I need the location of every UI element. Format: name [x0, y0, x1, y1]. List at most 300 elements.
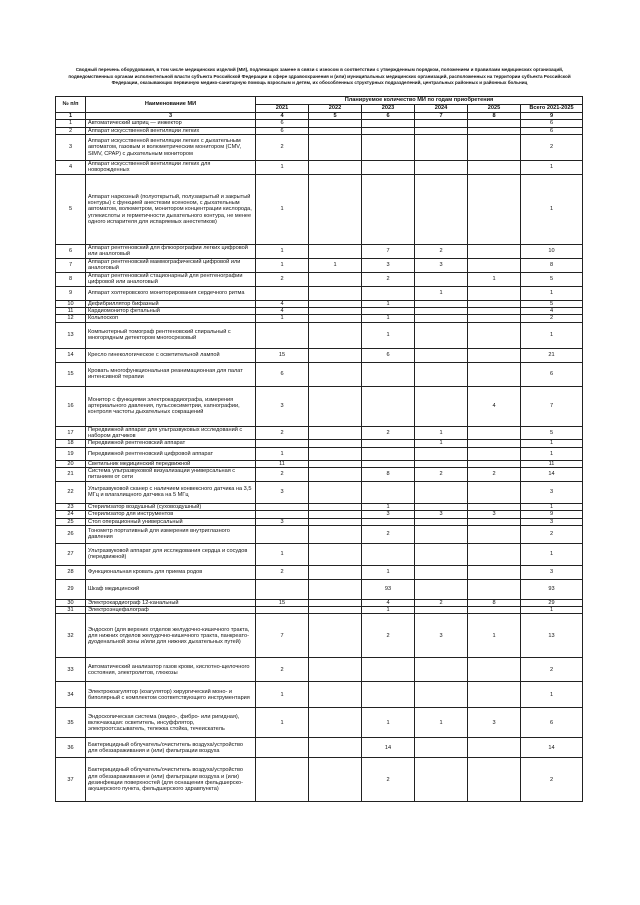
quantity-2021 [256, 758, 309, 802]
table-row [56, 511, 583, 518]
row-number: 21 [56, 467, 86, 481]
quantity-2024 [415, 525, 468, 543]
quantity-total: 14 [521, 738, 583, 758]
table-row [56, 607, 583, 614]
quantity-2025: 1 [468, 272, 521, 286]
quantity-2025 [468, 244, 521, 258]
quantity-2025: 3 [468, 708, 521, 738]
quantity-2021 [256, 579, 309, 599]
row-number: 15 [56, 362, 86, 386]
row-number: 6 [56, 244, 86, 258]
quantity-2021 [256, 322, 309, 348]
quantity-2021: 2 [256, 426, 309, 440]
quantity-2024 [415, 447, 468, 460]
quantity-2024: 1 [415, 426, 468, 440]
header-year-2024: 2024 [415, 105, 468, 113]
quantity-2023 [362, 447, 415, 460]
table-row [56, 348, 583, 362]
quantity-2023 [362, 160, 415, 174]
row-number: 17 [56, 426, 86, 440]
quantity-2022 [309, 300, 362, 307]
quantity-2024: 2 [415, 467, 468, 481]
table-row [56, 518, 583, 525]
table-row [56, 286, 583, 300]
table-row [56, 481, 583, 503]
col-number-8: 9 [521, 113, 583, 120]
table-row [56, 447, 583, 460]
device-name: Кровать многофункциональная реанимационная для палат интенсивной терапии [86, 362, 256, 386]
device-name: Кресло гинекологическое с осветительной лампой [86, 348, 256, 362]
quantity-total: 13 [521, 614, 583, 658]
table-row [56, 300, 583, 307]
quantity-2024 [415, 460, 468, 467]
quantity-2024 [415, 481, 468, 503]
device-name: Шкаф медицинский [86, 579, 256, 599]
quantity-total: 8 [521, 258, 583, 272]
table-row [56, 244, 583, 258]
quantity-2024: 1 [415, 440, 468, 447]
device-name: Система ультразвуковой визуализации универсальная с питанием от сети [86, 467, 256, 481]
quantity-2023: 2 [362, 758, 415, 802]
row-number: 31 [56, 607, 86, 614]
table-row [56, 362, 583, 386]
quantity-2021: 2 [256, 658, 309, 682]
quantity-2025 [468, 258, 521, 272]
quantity-2021: 2 [256, 272, 309, 286]
quantity-2024 [415, 174, 468, 244]
quantity-2021 [256, 607, 309, 614]
quantity-2023 [362, 543, 415, 565]
quantity-2025 [468, 481, 521, 503]
table-row [56, 160, 583, 174]
table-row [56, 682, 583, 708]
quantity-total: 93 [521, 579, 583, 599]
quantity-2022 [309, 308, 362, 315]
quantity-2022 [309, 426, 362, 440]
device-name: Аппарат рентгеновский стационарный для рентгенографии цифровой или аналоговый [86, 272, 256, 286]
quantity-total: 7 [521, 386, 583, 426]
row-number: 7 [56, 258, 86, 272]
quantity-2025: 8 [468, 599, 521, 606]
quantity-2023 [362, 682, 415, 708]
quantity-2024: 1 [415, 708, 468, 738]
table-row [56, 565, 583, 579]
quantity-total: 2 [521, 315, 583, 322]
quantity-2021: 15 [256, 599, 309, 606]
device-name: Аппарат наркозный (полуоткрытый, полузакрытый и закрытый контуры) с функцией анестезии ксеноном, с дыхательным автоматом, волюметром, монитором концентрации кислорода, углекислоты и герметичности дыхательного контура, не менее одного испарителя для испаряемых анестетиков) [86, 174, 256, 244]
quantity-2025 [468, 447, 521, 460]
quantity-2021 [256, 503, 309, 510]
quantity-total: 1 [521, 447, 583, 460]
quantity-2023 [362, 308, 415, 315]
header-year-2023: 2023 [362, 105, 415, 113]
quantity-2024 [415, 543, 468, 565]
quantity-2022 [309, 543, 362, 565]
quantity-2023: 4 [362, 599, 415, 606]
quantity-2024 [415, 272, 468, 286]
header-year-2025: 2025 [468, 105, 521, 113]
quantity-total: 3 [521, 565, 583, 579]
quantity-2023 [362, 481, 415, 503]
table-row [56, 579, 583, 599]
table-row [56, 174, 583, 244]
quantity-total: 6 [521, 120, 583, 127]
row-number: 14 [56, 348, 86, 362]
quantity-2024: 1 [415, 286, 468, 300]
col-number-3: 4 [256, 113, 309, 120]
device-name: Электрокоагулятор (коагулятор) хирургический моно- и биполярный с комплектом соответствующего инструментария [86, 682, 256, 708]
quantity-2022 [309, 362, 362, 386]
quantity-2021: 11 [256, 460, 309, 467]
quantity-2024 [415, 386, 468, 426]
quantity-2024 [415, 607, 468, 614]
row-number: 5 [56, 174, 86, 244]
row-number: 20 [56, 460, 86, 467]
quantity-2025 [468, 127, 521, 134]
row-number: 2 [56, 127, 86, 134]
quantity-2021: 3 [256, 481, 309, 503]
table-row [56, 708, 583, 738]
quantity-total: 6 [521, 362, 583, 386]
table-row [56, 272, 583, 286]
device-name: Компьютерный томограф рентгеновский спиральный с многорядным детектором многосрезовый [86, 322, 256, 348]
quantity-total: 5 [521, 300, 583, 307]
quantity-2024: 2 [415, 599, 468, 606]
table-row [56, 460, 583, 467]
header-total: Всего 2021-2025 [521, 105, 583, 113]
row-number: 11 [56, 308, 86, 315]
quantity-2022 [309, 565, 362, 579]
quantity-total: 5 [521, 272, 583, 286]
quantity-2025 [468, 658, 521, 682]
quantity-2024 [415, 160, 468, 174]
device-name: Передвижной рентгеновский аппарат [86, 440, 256, 447]
table-row [56, 386, 583, 426]
quantity-2025 [468, 579, 521, 599]
quantity-2025 [468, 565, 521, 579]
header-year-2021: 2021 [256, 105, 309, 113]
quantity-2023: 7 [362, 244, 415, 258]
quantity-2025 [468, 362, 521, 386]
quantity-2023: 1 [362, 315, 415, 322]
quantity-2025 [468, 134, 521, 160]
quantity-2022 [309, 174, 362, 244]
quantity-2024 [415, 565, 468, 579]
quantity-2021: 4 [256, 300, 309, 307]
quantity-2022 [309, 511, 362, 518]
row-number: 1 [56, 120, 86, 127]
quantity-2023: 1 [362, 322, 415, 348]
quantity-2022 [309, 244, 362, 258]
row-number: 13 [56, 322, 86, 348]
quantity-2021: 6 [256, 127, 309, 134]
quantity-2021: 6 [256, 120, 309, 127]
quantity-2025 [468, 174, 521, 244]
quantity-2024 [415, 518, 468, 525]
quantity-2025 [468, 525, 521, 543]
quantity-2023 [362, 286, 415, 300]
quantity-2025 [468, 758, 521, 802]
quantity-2023 [362, 658, 415, 682]
quantity-2024 [415, 682, 468, 708]
quantity-2022 [309, 386, 362, 426]
quantity-2024: 3 [415, 258, 468, 272]
quantity-2022 [309, 518, 362, 525]
quantity-2023: 6 [362, 348, 415, 362]
quantity-2025 [468, 738, 521, 758]
quantity-total: 3 [521, 518, 583, 525]
quantity-2023 [362, 134, 415, 160]
quantity-2022 [309, 120, 362, 127]
quantity-2023: 1 [362, 503, 415, 510]
quantity-2021: 1 [256, 682, 309, 708]
quantity-2021: 1 [256, 447, 309, 460]
device-name: Аппарат искусственной вентиляции легких [86, 127, 256, 134]
quantity-2023: 1 [362, 607, 415, 614]
quantity-2023: 2 [362, 272, 415, 286]
quantity-total: 1 [521, 160, 583, 174]
quantity-2024 [415, 658, 468, 682]
quantity-2025 [468, 426, 521, 440]
quantity-2021: 1 [256, 244, 309, 258]
quantity-2022 [309, 599, 362, 606]
quantity-total: 14 [521, 467, 583, 481]
quantity-2025 [468, 607, 521, 614]
quantity-total: 2 [521, 134, 583, 160]
device-name: Передвижной аппарат для ультразвуковых исследований с набором датчиков [86, 426, 256, 440]
quantity-2022 [309, 127, 362, 134]
col-number-7: 8 [468, 113, 521, 120]
quantity-total: 6 [521, 708, 583, 738]
quantity-2024: 3 [415, 614, 468, 658]
quantity-total: 2 [521, 658, 583, 682]
quantity-2025 [468, 440, 521, 447]
col-number-6: 7 [415, 113, 468, 120]
quantity-2022 [309, 315, 362, 322]
quantity-2025 [468, 120, 521, 127]
quantity-2022 [309, 525, 362, 543]
device-name: Аппарат рентгеновский маммографический цифровой или аналоговый [86, 258, 256, 272]
row-number: 10 [56, 300, 86, 307]
quantity-2022 [309, 682, 362, 708]
quantity-2022 [309, 460, 362, 467]
row-number: 22 [56, 481, 86, 503]
quantity-2021: 1 [256, 708, 309, 738]
quantity-2024 [415, 362, 468, 386]
quantity-2023: 1 [362, 300, 415, 307]
quantity-2022: 1 [309, 258, 362, 272]
quantity-2023: 93 [362, 579, 415, 599]
quantity-2025 [468, 543, 521, 565]
quantity-2022 [309, 758, 362, 802]
quantity-2021 [256, 286, 309, 300]
col-number-2: 3 [86, 113, 256, 120]
row-number: 30 [56, 599, 86, 606]
quantity-2024 [415, 308, 468, 315]
device-name: Стерилизатор для инструментов [86, 511, 256, 518]
device-name: Ультразвуковой сканер с наличием конвексного датчика на 3,5 МГц и влагалищного датчика на 5 МГц [86, 481, 256, 503]
quantity-2022 [309, 607, 362, 614]
quantity-total: 6 [521, 127, 583, 134]
table-row [56, 308, 583, 315]
quantity-2023 [362, 460, 415, 467]
quantity-2024 [415, 758, 468, 802]
quantity-2022 [309, 348, 362, 362]
quantity-2025 [468, 322, 521, 348]
row-number: 3 [56, 134, 86, 160]
quantity-2023: 2 [362, 426, 415, 440]
device-name: Электрокардиограф 12-канальный [86, 599, 256, 606]
row-number: 28 [56, 565, 86, 579]
quantity-2023: 1 [362, 708, 415, 738]
row-number: 27 [56, 543, 86, 565]
quantity-2021 [256, 440, 309, 447]
row-number: 19 [56, 447, 86, 460]
quantity-2025 [468, 682, 521, 708]
row-number: 24 [56, 511, 86, 518]
quantity-2022 [309, 579, 362, 599]
table-row [56, 467, 583, 481]
quantity-2021: 1 [256, 315, 309, 322]
quantity-2025: 1 [468, 614, 521, 658]
table-row [56, 599, 583, 606]
device-name: Бактерицидный облучатель/очиститель воздуха/устройство для обеззараживания и (или) фильтрации воздуха и (или) дезинфекции поверхностей (для оснащения фельдшерско-акушерского пункта, фельдшерского здравпункта) [86, 758, 256, 802]
quantity-2024 [415, 134, 468, 160]
table-row [56, 134, 583, 160]
quantity-2021: 1 [256, 174, 309, 244]
table-row [56, 258, 583, 272]
device-name: Эндоскоп (для верхних отделов желудочно-кишечного тракта, для нижних отделов желудочно-кишечного тракта, панкреато-дуоденальной зоны и/или для нижних дыхательных путей) [86, 614, 256, 658]
device-name: Кольпоскоп [86, 315, 256, 322]
quantity-2022 [309, 160, 362, 174]
quantity-2023: 14 [362, 738, 415, 758]
row-number: 8 [56, 272, 86, 286]
quantity-2021: 4 [256, 308, 309, 315]
table-row [56, 614, 583, 658]
quantity-2025 [468, 503, 521, 510]
header-planned-group: Планируемое количество МИ по годам приобретения [256, 97, 583, 105]
row-number: 23 [56, 503, 86, 510]
quantity-2021: 2 [256, 565, 309, 579]
row-number: 18 [56, 440, 86, 447]
col-number-1: 1 [56, 113, 86, 120]
table-row [56, 440, 583, 447]
table-row [56, 503, 583, 510]
quantity-2022 [309, 447, 362, 460]
quantity-2024 [415, 322, 468, 348]
quantity-2025 [468, 300, 521, 307]
device-name: Бактерицидный облучатель/очиститель воздуха/устройство для обеззараживания и (или) фильтрации воздуха [86, 738, 256, 758]
quantity-2024 [415, 579, 468, 599]
quantity-2023 [362, 386, 415, 426]
row-number: 16 [56, 386, 86, 426]
row-number: 26 [56, 525, 86, 543]
quantity-2025: 2 [468, 467, 521, 481]
quantity-2024 [415, 127, 468, 134]
table-row [56, 127, 583, 134]
quantity-2022 [309, 481, 362, 503]
row-number: 36 [56, 738, 86, 758]
quantity-total: 11 [521, 460, 583, 467]
table-row [56, 758, 583, 802]
quantity-total: 4 [521, 308, 583, 315]
row-number: 29 [56, 579, 86, 599]
device-name: Аппарат искусственной вентиляции легких для новорожденных [86, 160, 256, 174]
table-row [56, 120, 583, 127]
quantity-total: 29 [521, 599, 583, 606]
device-name: Ультразвуковой аппарат для исследования сердца и сосудов (передвижной) [86, 543, 256, 565]
col-number-5: 6 [362, 113, 415, 120]
row-number: 25 [56, 518, 86, 525]
device-name: Светильник медицинский передвижной [86, 460, 256, 467]
row-number: 35 [56, 708, 86, 738]
row-number: 33 [56, 658, 86, 682]
quantity-2021 [256, 511, 309, 518]
quantity-2025 [468, 460, 521, 467]
table-row [56, 658, 583, 682]
device-name: Автоматический шприц — инжектор [86, 120, 256, 127]
device-name: Эндоскопическая система (видео-, фибро- или ригидная), включающая: осветитель, инсуффлятор, электроотсасыватель, тележка стойка, течеискатель [86, 708, 256, 738]
quantity-2022 [309, 738, 362, 758]
quantity-2023: 2 [362, 614, 415, 658]
row-number: 32 [56, 614, 86, 658]
quantity-2022 [309, 467, 362, 481]
quantity-total: 1 [521, 286, 583, 300]
quantity-2021: 2 [256, 134, 309, 160]
quantity-total: 1 [521, 682, 583, 708]
quantity-total: 10 [521, 244, 583, 258]
quantity-2022 [309, 286, 362, 300]
table-row [56, 426, 583, 440]
quantity-total: 21 [521, 348, 583, 362]
header-name: Наименование МИ [86, 97, 256, 113]
table-row [56, 738, 583, 758]
quantity-2024: 3 [415, 511, 468, 518]
device-name: Кардиомонитор фетальный [86, 308, 256, 315]
quantity-2023 [362, 127, 415, 134]
quantity-total: 1 [521, 543, 583, 565]
col-number-4: 5 [309, 113, 362, 120]
table-row [56, 322, 583, 348]
row-number: 37 [56, 758, 86, 802]
quantity-2025 [468, 160, 521, 174]
quantity-2023: 8 [362, 467, 415, 481]
device-name: Стол операционный универсальный [86, 518, 256, 525]
quantity-total: 2 [521, 525, 583, 543]
quantity-2024 [415, 348, 468, 362]
device-name: Аппарат рентгеновский для флюорографии легких цифровой или аналоговый [86, 244, 256, 258]
header-year-2022: 2022 [309, 105, 362, 113]
device-name: Аппарат искусственной вентиляции легких с дыхательным автоматом, газовым и волюметрическим монитором (CMV, SIMV, CPAP) с дыхательным монитором [86, 134, 256, 160]
quantity-2022 [309, 272, 362, 286]
quantity-2023 [362, 174, 415, 244]
device-name: Электроэнцефалограф [86, 607, 256, 614]
quantity-2021: 3 [256, 386, 309, 426]
quantity-2023: 3 [362, 258, 415, 272]
quantity-2021: 1 [256, 258, 309, 272]
device-name: Стерилизатор воздушный (суховоздушный) [86, 503, 256, 510]
device-name: Аппарат холтеровского мониторирования сердечного ритма [86, 286, 256, 300]
quantity-total: 9 [521, 511, 583, 518]
table-row [56, 543, 583, 565]
quantity-2022 [309, 322, 362, 348]
equipment-table [55, 96, 583, 802]
quantity-total: 2 [521, 758, 583, 802]
quantity-2022 [309, 134, 362, 160]
quantity-total: 1 [521, 503, 583, 510]
quantity-total: 1 [521, 607, 583, 614]
quantity-2024: 2 [415, 244, 468, 258]
